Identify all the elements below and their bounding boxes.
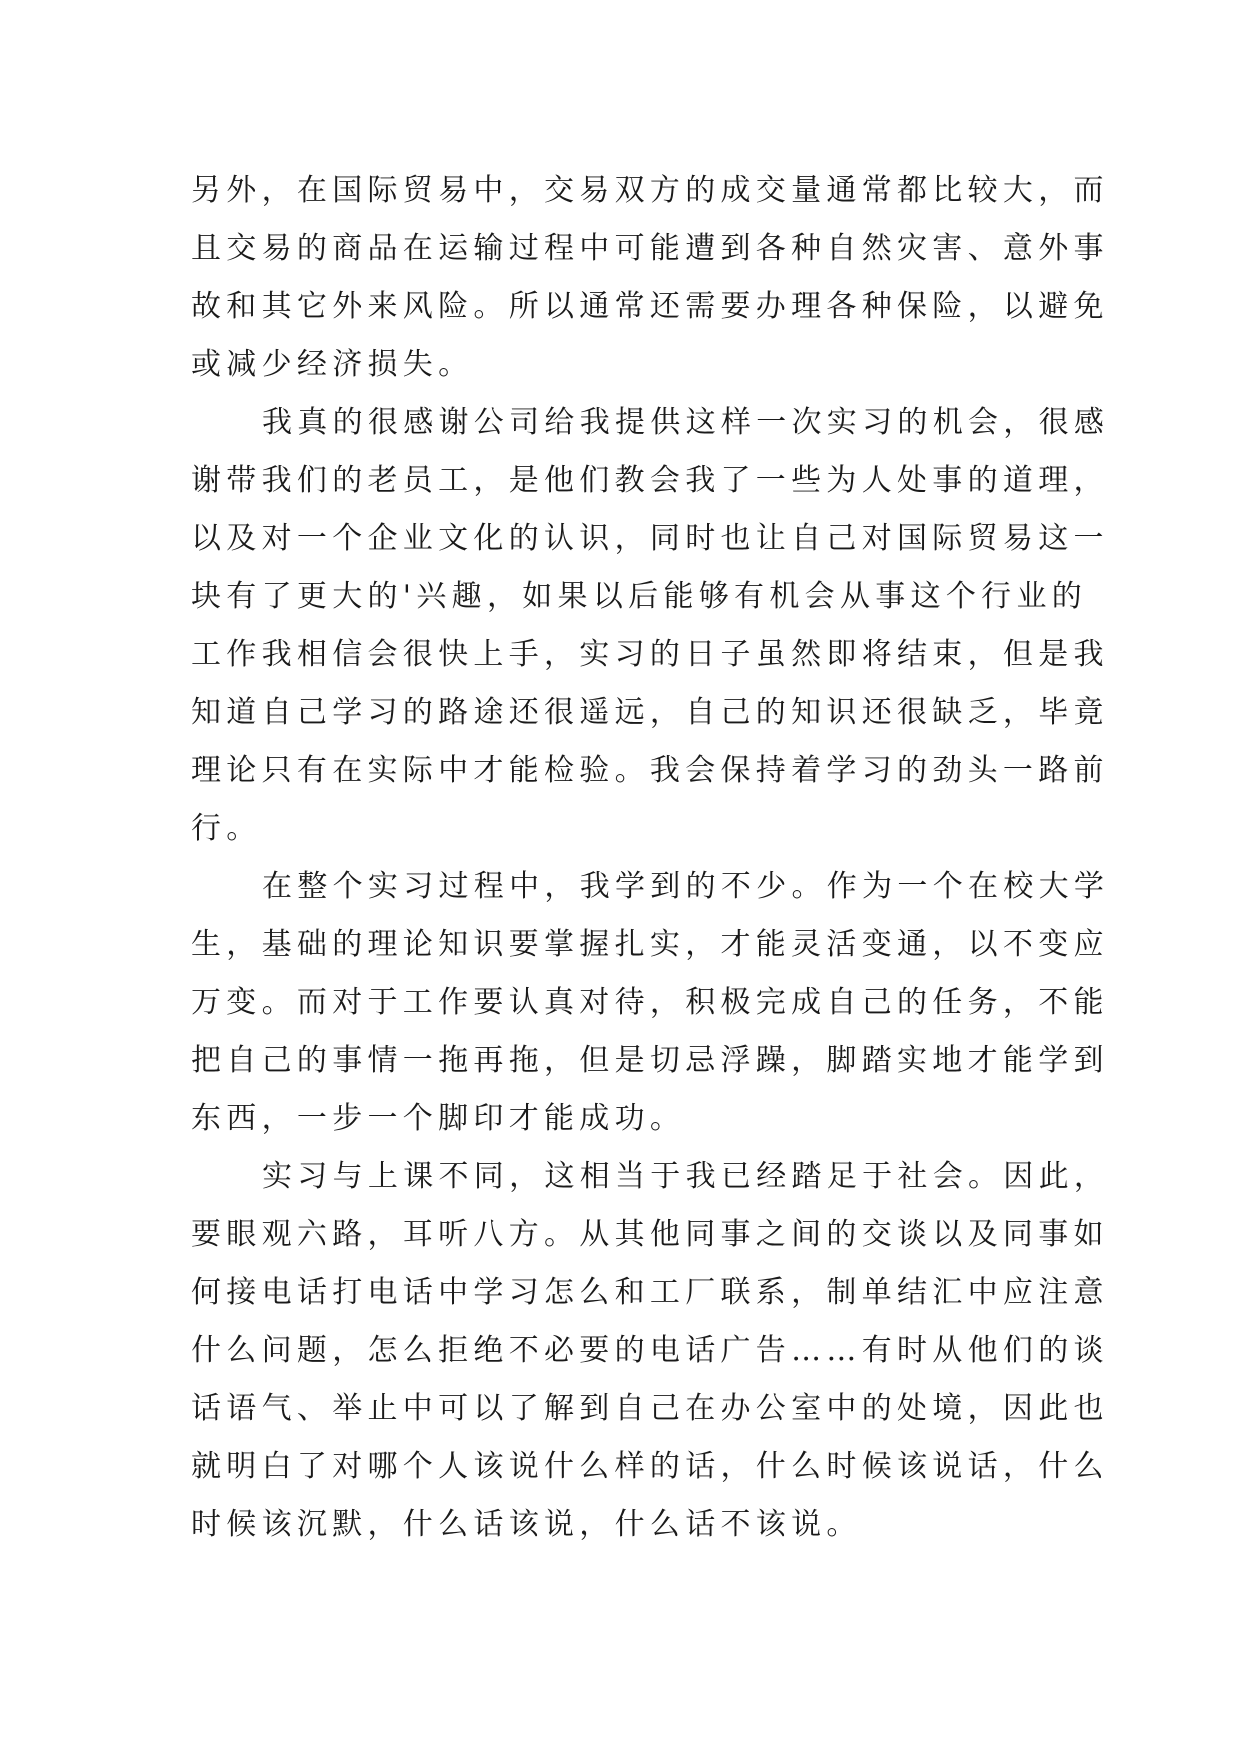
text-line: 什么问题，怎么拒绝不必要的电话广告……有时从他们的谈 [191, 1333, 1109, 1368]
text-line: 把自己的事情一拖再拖，但是切忌浮躁，脚踏实地才能学到 [191, 1043, 1109, 1078]
text-line: 万变。而对于工作要认真对待，积极完成自己的任务，不能 [191, 985, 1109, 1020]
text-line: 工作我相信会很快上手，实习的日子虽然即将结束，但是我 [191, 637, 1109, 672]
text-line: 另外，在国际贸易中，交易双方的成交量通常都比较大，而 [191, 173, 1109, 208]
paragraph-start-line: 实习与上课不同，这相当于我已经踏足于社会。因此， [262, 1159, 1110, 1194]
text-line: 生，基础的理论知识要掌握扎实，才能灵活变通，以不变应 [191, 927, 1109, 962]
text-line: 或减少经济损失。 [191, 347, 474, 382]
paragraph-start-line: 我真的很感谢公司给我提供这样一次实习的机会，很感 [262, 405, 1110, 440]
text-line: 就明白了对哪个人该说什么样的话，什么时候该说话，什么 [191, 1449, 1109, 1484]
text-line: 故和其它外来风险。所以通常还需要办理各种保险，以避免 [191, 289, 1109, 324]
text-line: 行。 [191, 811, 262, 846]
text-line: 块有了更大的'兴趣，如果以后能够有机会从事这个行业的 [191, 579, 1088, 614]
text-line: 要眼观六路，耳听八方。从其他同事之间的交谈以及同事如 [191, 1217, 1109, 1252]
text-line: 知道自己学习的路途还很遥远，自己的知识还很缺乏，毕竟 [191, 695, 1109, 730]
text-line: 时候该沉默，什么话该说，什么话不该说。 [191, 1507, 862, 1542]
body-text [191, 162, 1110, 1554]
text-line: 理论只有在实际中才能检验。我会保持着学习的劲头一路前 [191, 753, 1109, 788]
text-line: 谢带我们的老员工，是他们教会我了一些为人处事的道理， [191, 463, 1109, 498]
text-line: 话语气、举止中可以了解到自己在办公室中的处境，因此也 [191, 1391, 1109, 1426]
text-line: 且交易的商品在运输过程中可能遭到各种自然灾害、意外事 [191, 231, 1109, 266]
text-line: 东西，一步一个脚印才能成功。 [191, 1101, 686, 1136]
text-line: 以及对一个企业文化的认识，同时也让自己对国际贸易这一 [191, 521, 1109, 556]
text-line: 何接电话打电话中学习怎么和工厂联系，制单结汇中应注意 [191, 1275, 1109, 1310]
paragraph-start-line: 在整个实习过程中，我学到的不少。作为一个在校大学 [262, 869, 1110, 904]
